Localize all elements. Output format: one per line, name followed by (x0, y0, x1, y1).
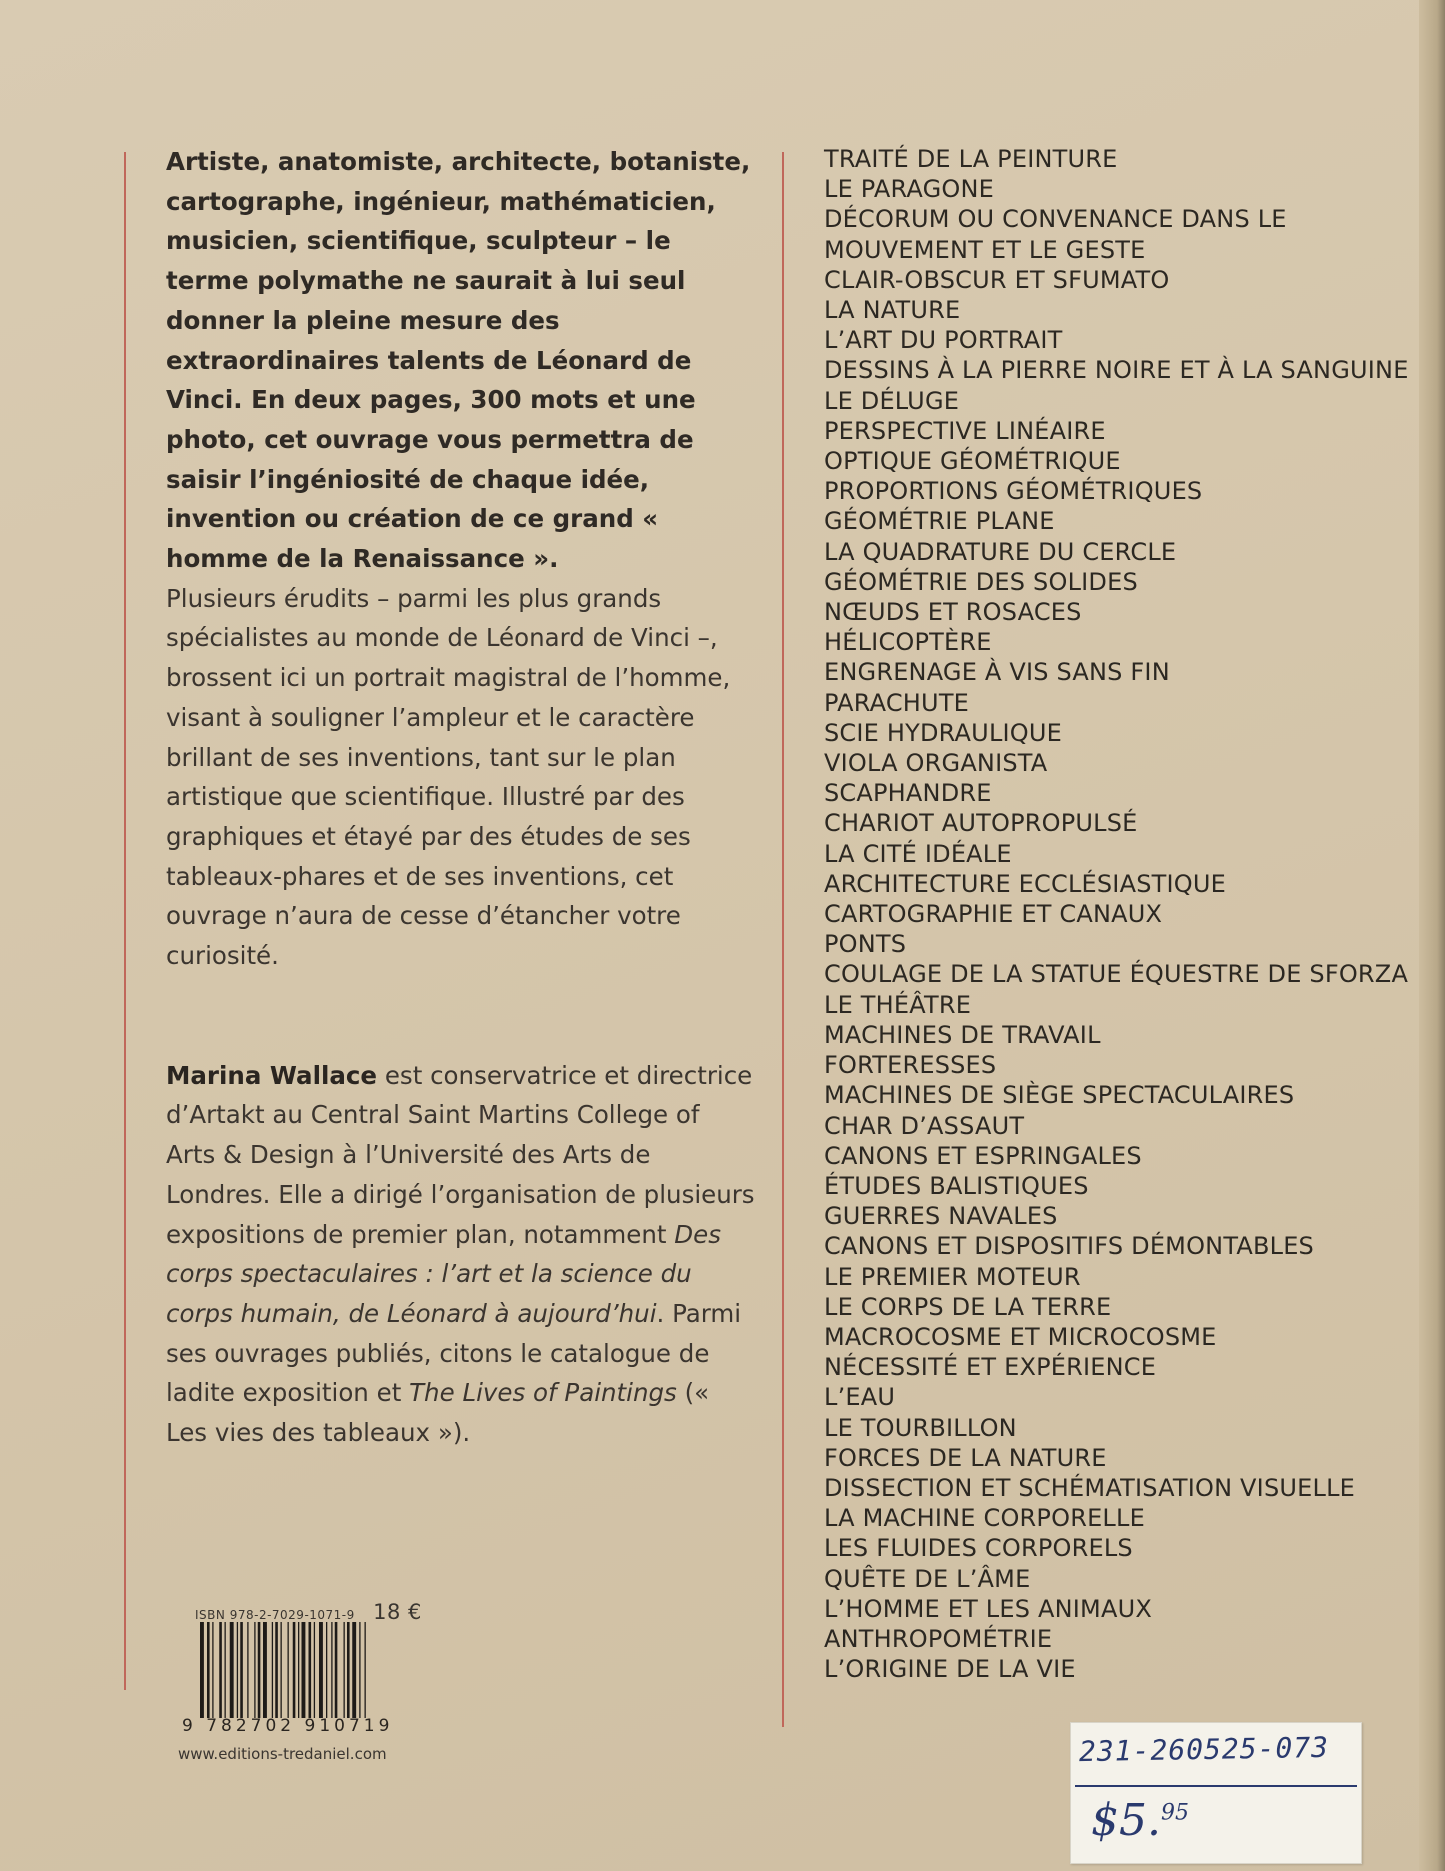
contents-item: MACHINES DE SIÈGE SPECTACULAIRES (824, 1081, 1295, 1110)
author-bio-text-1: est conservatrice et directrice d’Artakt au Central Saint Martins College of Arts & Design à l’Université des Arts de Londres. Elle a dirigé l’organisation de plusieurs expositions de premier plan, notamment (166, 1060, 755, 1249)
contents-item: LE PREMIER MOTEUR (824, 1262, 1081, 1291)
contents-item: TRAITÉ DE LA PEINTURE (824, 145, 1118, 173)
contents-item: LE CORPS DE LA TERRE (824, 1292, 1112, 1321)
barcode-bar (200, 1622, 204, 1718)
publisher-website: www.editions-tredaniel.com (178, 1745, 387, 1763)
barcode-bar (352, 1622, 356, 1718)
contents-item: LE DÉLUGE (824, 386, 960, 415)
contents-item: FORCES DE LA NATURE (824, 1443, 1107, 1472)
contents-item: LE THÉÂTRE (824, 990, 972, 1019)
contents-item: LE PARAGONE (824, 175, 995, 204)
barcode-bar (293, 1622, 296, 1718)
barcode-bar (359, 1622, 360, 1718)
contents-item: NŒUDS ET ROSACES (824, 598, 1082, 627)
author-bio (166, 1056, 756, 1453)
barcode-bar (275, 1622, 278, 1718)
blurb (166, 142, 756, 976)
contents-item: HÉLICOPTÈRE (824, 628, 992, 657)
left-red-rule (124, 152, 126, 1690)
barcode-bar (254, 1622, 255, 1718)
barcode-digits: 9 782702 910719 (182, 1716, 394, 1736)
contents-item: COULAGE DE LA STATUE ÉQUESTRE DE SFORZA (824, 960, 1409, 989)
contents-item: DISSECTION ET SCHÉMATISATION VISUELLE (824, 1473, 1356, 1502)
barcode-bar (272, 1622, 273, 1718)
isbn-label: ISBN (195, 1608, 226, 1622)
contents-item: ÉTUDES BALISTIQUES (824, 1171, 1089, 1200)
author-bio-text-2: . Parmi ses ouvrages publiés, citons le catalogue de ladite exposition et (166, 1298, 742, 1408)
sticker-price (1091, 1795, 1189, 1846)
price-sticker (1070, 1722, 1362, 1864)
barcode-bar (288, 1622, 289, 1718)
contents-item: MACHINES DE TRAVAIL (824, 1020, 1101, 1049)
contents-item: CHAR D’ASSAUT (824, 1111, 1025, 1140)
barcode-bar (240, 1622, 243, 1718)
barcode-bar (281, 1622, 282, 1718)
contents-item: QUÊTE DE L’ÂME (824, 1564, 1031, 1593)
left-column (166, 142, 756, 1477)
contents-item: CARTOGRAPHIE ET CANAUX (824, 900, 1163, 929)
contents-item: CHARIOT AUTOPROPULSÉ (824, 809, 1138, 838)
contents-item: LA NATURE (824, 296, 961, 325)
author-bio-title-1: Des corps spectaculaires : l’art et la science du corps humain, de Léonard à aujourd’hui (166, 1219, 721, 1328)
barcode-icon (198, 1622, 418, 1718)
author-name: Marina Wallace (166, 1060, 378, 1090)
barcode-bar (331, 1622, 332, 1718)
sticker-divider (1075, 1785, 1357, 1787)
barcode-bar (219, 1622, 222, 1718)
barcode-bar (212, 1622, 213, 1718)
contents-item: DÉCORUM OU CONVENANCE DANS LE MOUVEMENT ET LE GESTE (824, 205, 1287, 264)
author-bio-text-3: (« Les vies des tableaux »). (166, 1378, 710, 1448)
table-of-contents (824, 144, 1409, 1684)
contents-item: DESSINS À LA PIERRE NOIRE ET À LA SANGUINE (824, 356, 1409, 385)
barcode-bar (230, 1622, 234, 1718)
barcode-bar (237, 1622, 238, 1718)
contents-item: L’ART DU PORTRAIT (824, 326, 1063, 355)
barcode-bar (335, 1622, 338, 1718)
barcode-bar (326, 1622, 327, 1718)
barcode-bar (263, 1622, 267, 1718)
contents-item: NÉCESSITÉ ET EXPÉRIENCE (824, 1353, 1157, 1382)
contents-item: LES FLUIDES CORPORELS (824, 1534, 1133, 1563)
barcode-bar (319, 1622, 323, 1718)
cover-price: 18 € (373, 1600, 422, 1624)
author-bio-title-2: The Lives of Paintings (409, 1378, 677, 1408)
barcode-bar (258, 1622, 261, 1718)
contents-item: L’ORIGINE DE LA VIE (824, 1655, 1076, 1684)
barcode-bar (247, 1622, 248, 1718)
contents-item: PARACHUTE (824, 688, 970, 717)
contents-item: LA CITÉ IDÉALE (824, 839, 1012, 868)
barcode-bar (365, 1622, 366, 1718)
center-red-rule (782, 152, 784, 1727)
contents-item: FORTERESSES (824, 1051, 997, 1080)
barcode-bar (298, 1622, 299, 1718)
contents-item: CLAIR-OBSCUR ET SFUMATO (824, 265, 1170, 294)
contents-item: CANONS ET DISPOSITIFS DÉMONTABLES (824, 1232, 1314, 1261)
sticker-code: 231-260525-073 (1078, 1730, 1330, 1769)
contents-item: ANTHROPOMÉTRIE (824, 1624, 1053, 1653)
contents-item: PONTS (824, 930, 907, 959)
contents-item: L’HOMME ET LES ANIMAUX (824, 1594, 1152, 1623)
barcode-bar (225, 1622, 226, 1718)
barcode-bar (207, 1622, 210, 1718)
contents-item: CANONS ET ESPRINGALES (824, 1141, 1142, 1170)
barcode-bar (314, 1622, 315, 1718)
isbn-line (195, 1600, 422, 1624)
cover-edge (1419, 0, 1445, 1871)
contents-item: LE TOURBILLON (824, 1413, 1017, 1442)
contents-item: LA QUADRATURE DU CERCLE (824, 537, 1177, 566)
contents-item: PROPORTIONS GÉOMÉTRIQUES (824, 477, 1203, 506)
barcode-bar (302, 1622, 306, 1718)
barcode-bar (347, 1622, 350, 1718)
contents-item: LA MACHINE CORPORELLE (824, 1504, 1145, 1533)
contents-item: OPTIQUE GÉOMÉTRIQUE (824, 447, 1121, 476)
contents-item: PERSPECTIVE LINÉAIRE (824, 416, 1106, 445)
contents-item: VIOLA ORGANISTA (824, 749, 1048, 778)
contents-item: L’EAU (824, 1383, 896, 1412)
contents-item: ENGRENAGE À VIS SANS FIN (824, 658, 1170, 687)
contents-item: MACROCOSME ET MICROCOSME (824, 1322, 1217, 1351)
blurb-paragraph-2: Plusieurs érudits – parmi les plus grands spécialistes au monde de Léonard de Vinci –, brossent ici un portrait magistral de l’homme, visant à souligner l’ampleur et le caractère brillant de ses inventions, tant sur le plan artistique que scientifique. Illustré par des graphiques et étayé par des études de ses tableaux-phares et de ses inventions, cet ouvrage n’aura de cesse d’étancher votre curiosité. (166, 583, 731, 971)
barcode-bar (309, 1622, 312, 1718)
blurb-paragraph-1: Artiste, anatomiste, architecte, botaniste, cartographe, ingénieur, mathématicien, musicien, scientifique, sculpteur – le terme polymathe ne saurait à lui seul donner la pleine mesure des extraordinaires talents de Léonard de Vinci. En deux pages, 300 mots et une photo, cet ouvrage vous permettra de saisir l’ingéniosité de chaque idée, invention ou création de ce grand « homme de la Renaissance ». (166, 147, 751, 574)
contents-item: SCIE HYDRAULIQUE (824, 718, 1063, 747)
barcode-bar (344, 1622, 345, 1718)
sticker-price-main: $5. (1091, 1795, 1161, 1846)
contents-item: GÉOMÉTRIE PLANE (824, 507, 1055, 536)
sticker-price-cents: 95 (1160, 1800, 1189, 1826)
contents-item: GÉOMÉTRIE DES SOLIDES (824, 567, 1138, 596)
contents-item: ARCHITECTURE ECCLÉSIASTIQUE (824, 869, 1226, 898)
contents-item: SCAPHANDRE (824, 779, 992, 808)
isbn-number: 978-2-7029-1071-9 (229, 1608, 355, 1622)
contents-item: GUERRES NAVALES (824, 1202, 1058, 1231)
